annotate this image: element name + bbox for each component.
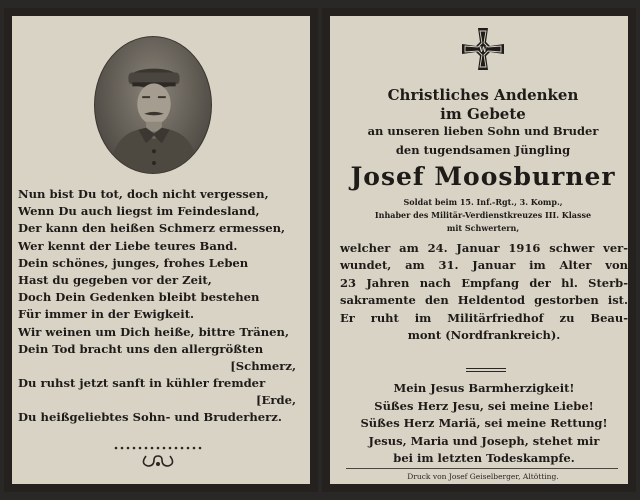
poem-line: Wenn Du auch liegst im Feindesland,: [18, 204, 260, 219]
poem-line: [Erde,: [256, 393, 296, 408]
soldier-portrait-image: [95, 37, 211, 173]
left-page: [4, 8, 318, 492]
prayer-line: Süßes Herz Jesu, sei meine Liebe!: [374, 398, 594, 413]
rank-line-3: mit Schwertern,: [446, 223, 520, 233]
rank-line-1: Soldat beim 15. Inf.-Rgt., 3. Komp.,: [403, 197, 563, 207]
poem-line: Nun bist Du tot, doch nicht vergessen,: [18, 187, 269, 201]
portrait-photo: [94, 36, 212, 174]
title-line-2: im Gebete: [440, 105, 526, 123]
poem-line: Doch Dein Gedenken bleibt bestehen: [18, 290, 260, 305]
prayer-line: bei im letzten Todeskampfe.: [393, 451, 575, 466]
poem-line: Dein schönes, junges, frohes Leben: [18, 255, 249, 270]
details-line: mont (Nordfrankreich).: [407, 327, 561, 342]
svg-text:W: W: [479, 45, 487, 54]
details-line: 23 Jahren nach Empfang der hl. Sterb-: [340, 275, 628, 290]
details-line: sakramente den Heldentod gestorben ist.: [340, 293, 628, 308]
ornament-icon: [110, 444, 206, 470]
poem-line: Du heißgeliebtes Sohn- und Bruderherz.: [18, 410, 282, 425]
poem-line: Hast du gegeben vor der Zeit,: [18, 272, 212, 287]
divider: [466, 368, 506, 372]
iron-cross-icon: [460, 26, 506, 72]
printer-credit: Druck von Josef Geiselberger, Altötting.: [407, 472, 559, 481]
intro-line-2: den tugendsamen Jüngling: [395, 143, 571, 157]
prayer-line: Mein Jesus Barmherzigkeit!: [393, 381, 575, 395]
poem-line: Du ruhst jetzt sanft in kühler fremder: [18, 376, 266, 391]
poem-line: [Schmerz,: [230, 358, 296, 373]
details-line: wundet, am 31. Januar im Alter von: [340, 258, 628, 273]
title-line-1: Christliches Andenken: [387, 86, 579, 104]
footer-divider: [346, 468, 618, 469]
poem-line: Wer kennt der Liebe teures Band.: [18, 238, 238, 253]
details-line: welcher am 24. Januar 1916 schwer ver-: [340, 241, 628, 255]
rank-line-2: Inhaber des Militär-Verdienstkreuzes III. Klasse: [374, 210, 592, 220]
poem-line: Für immer in der Ewigkeit.: [18, 307, 195, 322]
intro-line-1: an unseren lieben Sohn und Bruder: [367, 124, 599, 138]
prayer-line: Süßes Herz Mariä, sei meine Rettung!: [360, 416, 608, 431]
deceased-name: Josef Moosburner: [350, 162, 616, 191]
details-line: Er ruht im Militärfriedhof zu Beau-: [340, 310, 628, 325]
poem-line: Der kann den heißen Schmerz ermessen,: [18, 221, 286, 236]
poem-line: Dein Tod bracht uns den allergrößten: [18, 341, 264, 356]
poem-line: Wir weinen um Dich heiße, bittre Tränen,: [18, 324, 289, 339]
right-page: [322, 8, 636, 492]
poem: [18, 186, 308, 427]
prayers: [340, 380, 628, 468]
death-details: [340, 240, 628, 344]
prayer-line: Jesus, Maria und Joseph, stehet mir: [368, 433, 600, 448]
